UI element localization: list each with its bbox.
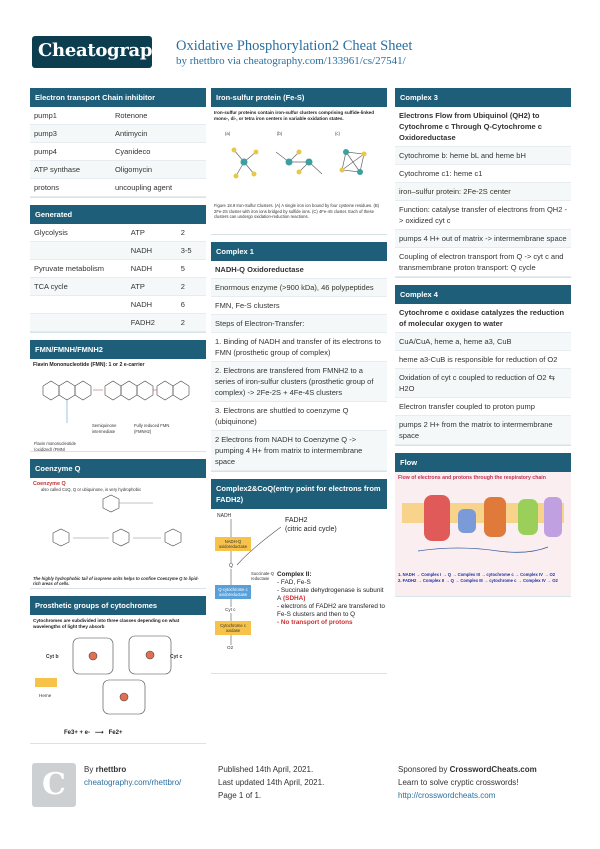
cheatography-logo[interactable]: Cheatography <box>32 36 152 68</box>
flow-figure: Flow of electrons and protons through the respiratory chain 1. NADH → Complex I → Q → Complex III → cytochrome c → Complex IV → O2 2. FADH2 → Complex II → Q → Complex III → cytochrome c → Complex IV → O2 <box>395 472 571 596</box>
complex4-section <box>395 285 571 446</box>
table-row: TCA cycle ATP 2 <box>30 278 206 296</box>
list-item: Cytochrome b: heme bL and heme bH <box>395 147 571 165</box>
list-item: 2. Electrons are transfered from FMNH2 to a series of iron-sulfur clusters (prosthetic group of complex) -> 2Fe-2S + 4Fe-4S clusters <box>211 362 387 402</box>
list-item: FMN, Fe-S clusters <box>211 297 387 315</box>
section-title: FMN/FMNH/FMNH2 <box>30 340 206 359</box>
table-row: NADH 3-5 <box>30 242 206 260</box>
section-title: Complex2&CoQ(entry point for electrons from FADH2) <box>211 479 387 509</box>
column-3 <box>395 88 571 604</box>
complex2-figure: NADH NADH-Q oxidoreductase Q Succinate-Q reductase Q-cytochrome c oxidoreductase Cyt c Cytochrome c oxidase O2 FADH2 (citric acid cycle) Complex II: - FAD, Fe-S - Succinate dehydrogenase is subunit A (SDHA) - electrons of FADH2 are transfered to Fe-S clusters and then to Q - No transport of protons <box>211 509 387 673</box>
list-item: Coupling of electron transport from Q -> cyt c and transmembrane proton transport: Q cycle <box>395 248 571 277</box>
list-item: CuA/CuA, heme a, heme a3, CuB <box>395 333 571 351</box>
page-number: Page 1 of 1. <box>218 791 262 800</box>
heme-structure-diagram <box>33 630 201 720</box>
table-row: pump1 Rotenone <box>30 107 206 125</box>
list-item: Cytochrome c oxidase catalyzes the reduction of molecular oxygen to water <box>395 304 571 333</box>
sheet-url-link[interactable]: cheatography.com/133961/cs/27541/ <box>243 55 406 67</box>
list-item: pumps 2 H+ from the matrix to intermembrane space <box>395 416 571 445</box>
section-title: Prosthetic groups of cytochromes <box>30 596 206 615</box>
cytochrome-figure: Cytochromes are subdivided into three classes depending on what wavelengths of light they absorb Cyt b Cyt c Heme Fe3+ + e- ⟶ Fe2+ <box>30 615 206 743</box>
list-item: NADH-Q Oxidoreductase <box>211 261 387 279</box>
list-item: Steps of Electron-Transfer: <box>211 315 387 333</box>
page-title: Oxidative Phosphorylation2 Cheat Sheet <box>176 38 413 54</box>
section-title: Generated <box>30 205 206 224</box>
list-item: Electron transfer coupled to proton pump <box>395 398 571 416</box>
table-row: protons uncoupling agent <box>30 179 206 197</box>
inhibitor-section <box>30 88 206 198</box>
table-row: Pyruvate metabolism NADH 5 <box>30 260 206 278</box>
sponsor-line: Sponsored by CrosswordCheats.com <box>398 765 537 774</box>
flow-section <box>395 453 571 597</box>
complex2-heading: Complex II: <box>277 571 312 578</box>
list-item: pumps 4 H+ out of matrix -> intermembrane space <box>395 230 571 248</box>
complex2-point: - Succinate dehydrogenase is subunit A (SDHA) <box>277 587 384 602</box>
list-item: heme a3-CuB is responsible for reduction of O2 <box>395 351 571 369</box>
fes-cluster-diagram <box>214 122 384 198</box>
list-item: iron–sulfur protein: 2Fe-2S center <box>395 183 571 201</box>
coq-section <box>30 459 206 589</box>
respiratory-chain-diagram <box>398 481 568 567</box>
inhibitor-table <box>30 107 206 197</box>
column-2 <box>211 88 387 681</box>
list-item: Enormous enzyme (>900 kDa), 46 polypeptides <box>211 279 387 297</box>
generated-section <box>30 205 206 333</box>
fmn-section <box>30 340 206 452</box>
sponsor-tagline: Learn to solve cryptic crosswords! <box>398 778 519 787</box>
table-row: NADH 6 <box>30 296 206 314</box>
section-title: Flow <box>395 453 571 472</box>
fes-section <box>211 88 387 235</box>
list-item: Function: catalyse transfer of electrons from QH2 -> oxidized cyt c <box>395 201 571 230</box>
fmn-structure-diagram <box>33 368 203 426</box>
complex3-section <box>395 88 571 278</box>
table-row: ATP synthase Oligomycin <box>30 161 206 179</box>
complex2-point: - FAD, Fe-S <box>277 579 311 586</box>
complex2-section <box>211 479 387 674</box>
list-item: 2 Electrons from NADH to Coenzyme Q -> pumping 4 H+ from matrix to intermembrane space <box>211 431 387 471</box>
list-item: 1. Binding of NADH and transfer of its electrons to FMN (prosthetic group of complex) <box>211 333 387 362</box>
author-profile-link[interactable]: cheatography.com/rhettbro/ <box>84 778 182 787</box>
page-footer <box>0 755 600 825</box>
redox-equation: Fe3+ + e- ⟶ Fe2+ <box>64 730 123 736</box>
published-date: Published 14th April, 2021. <box>218 765 314 774</box>
coq-figure: Coenzyme Q also called CoQ, Q or ubiquinone, is very hydrophobic The highly hydrophobic tail of isoprene units helps to confine Coenzyme Q to lipid-rich areas of cells. <box>30 478 206 588</box>
table-row: FADH2 2 <box>30 314 206 332</box>
sponsor-link[interactable]: http://crosswordcheats.com <box>398 791 496 800</box>
byline: by rhettbro via cheatography.com/133961/cs/27541/ <box>176 55 406 67</box>
footer-author: By rhettbro <box>84 765 127 774</box>
list-item: Electrons Flow from Ubiquinol (QH2) to Cytochrome c Through Q-Cytochrome c Oxidoreductase <box>395 107 571 147</box>
updated-date: Last updated 14th April, 2021. <box>218 778 325 787</box>
complex2-point: - electrons of FADH2 are transfered to Fe-S clusters and then to Q <box>277 603 385 618</box>
section-title: Electron transport Chain inhibitor <box>30 88 206 107</box>
author-avatar: C <box>32 763 76 807</box>
section-title: Complex 1 <box>211 242 387 261</box>
page-header <box>0 0 600 82</box>
section-title: Complex 3 <box>395 88 571 107</box>
table-row: pump4 Cyanideco <box>30 143 206 161</box>
table-row: Glycolysis ATP 2 <box>30 224 206 242</box>
coq-structure-diagram <box>33 493 201 571</box>
list-item: Oxidation of cyt c coupled to reduction of O2 ⇆ H2O <box>395 369 571 398</box>
list-item: 3. Electrons are shuttled to coenzyme Q (ubiquinone) <box>211 402 387 431</box>
section-title: Complex 4 <box>395 285 571 304</box>
list-item: Cytochrome c1: heme c1 <box>395 165 571 183</box>
table-row: pump3 Antimycin <box>30 125 206 143</box>
complex1-section <box>211 242 387 472</box>
generated-table <box>30 224 206 332</box>
section-title: Iron-sulfur protein (Fe-S) <box>211 88 387 107</box>
author-link[interactable]: rhettbro <box>189 55 225 67</box>
fes-figure: Iron-sulfur proteins contain iron-sulfur clusters comprising sulfide-linked mono-, di-, or tetra iron centers in variable oxidation states. (a) (b) (c) Figure 18.9 Iron-Sulfur Clusters. (A) A single iron ion bound by four cysteine residues. (B) 2Fe-2S cluster with iron ions bridged by sulfide ions. (C) 4Fe-4S cluster. Each of these clusters can undergo oxidation-reduction reactions. <box>211 107 387 234</box>
cytochrome-section <box>30 596 206 744</box>
section-title: Coenzyme Q <box>30 459 206 478</box>
column-1 <box>30 88 206 751</box>
complex2-point: - No transport of protons <box>277 619 353 626</box>
fmn-figure: Flavin Mononucleotide (FMN): 1 or 2 e-carrier Semiquinone intermediate Fully reduced FMN (FMNH2) Flavin mononucleotide (oxidized) (FMN) <box>30 359 206 451</box>
